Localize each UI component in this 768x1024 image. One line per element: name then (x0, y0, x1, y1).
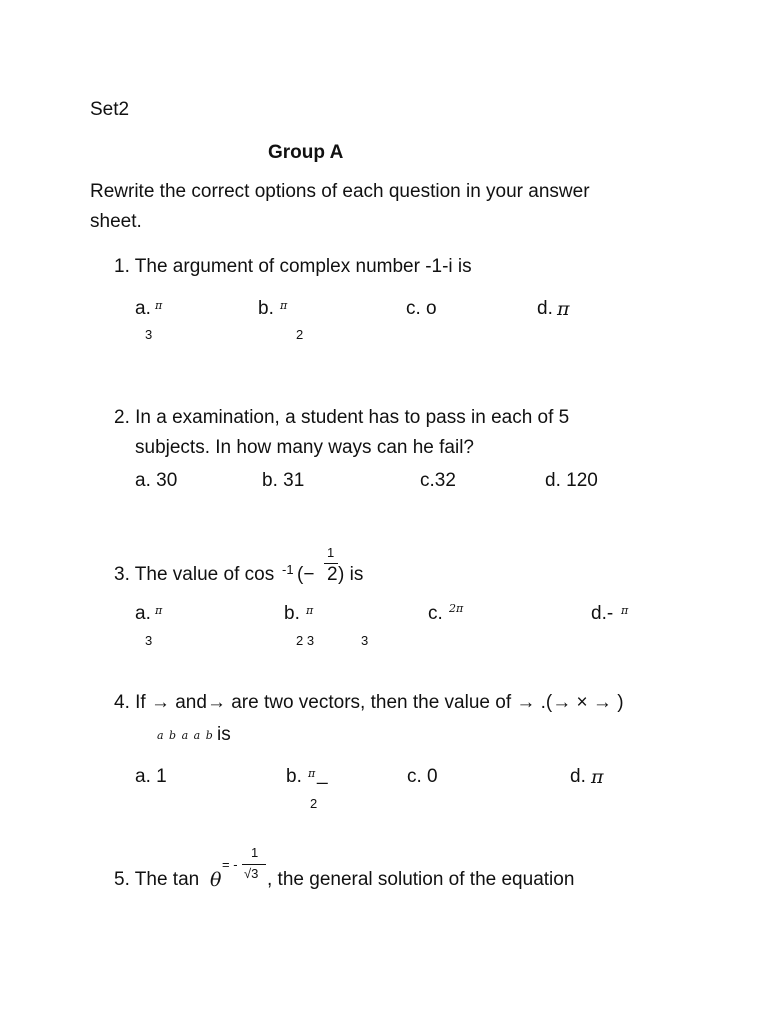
q3-option-a-numerator: π (155, 604, 163, 617)
question-3-prefix: 3. The value of cos (114, 564, 275, 585)
q3-option-c-prefix: c. (428, 603, 443, 624)
q1-option-d-value: π (557, 298, 570, 320)
question-1-text: 1. The argument of complex number -1-i is (114, 256, 472, 277)
q4-option-d-value: π (591, 766, 604, 788)
question-3-paren-open: (− (297, 564, 315, 585)
q3-option-c-numerator: 2π (449, 602, 464, 615)
q4-option-b-prefix: b. (286, 766, 302, 787)
q3-option-a-prefix: a. (135, 603, 151, 624)
question-5-theta: θ (210, 869, 222, 891)
set-label: Set2 (90, 99, 130, 120)
q4-option-b-denominator: 2 (310, 796, 318, 811)
q4-option-c: c. 0 (407, 766, 438, 787)
q1-option-a-numerator: π (155, 299, 163, 312)
q1-option-a-denominator: 3 (145, 327, 153, 342)
question-4-line-1: 4. If → and→ are two vectors, then the value of → .(→ × → ) (114, 692, 624, 713)
question-2-line-2: subjects. In how many ways can he fail? (135, 437, 475, 458)
instruction-line-2: sheet. (90, 211, 142, 232)
question-3-fraction-numerator: 1 (327, 545, 335, 560)
q1-option-b-numerator: π (280, 299, 288, 312)
q3-option-d-numerator: π (621, 604, 629, 617)
q1-option-a-prefix: a. (135, 298, 151, 319)
q3-option-b-prefix: b. (284, 603, 300, 624)
question-5-fraction-bar (242, 864, 266, 865)
q4-option-d-prefix: d. (570, 766, 586, 787)
q2-option-a: a. 30 (135, 470, 178, 491)
question-2-line-1: 2. In a examination, a student has to pass in each of 5 (114, 407, 570, 428)
q1-option-b-prefix: b. (258, 298, 274, 319)
q3-option-b-denominator: 2 3 (296, 633, 315, 648)
q3-option-c-denominator: 3 (361, 633, 369, 648)
question-5-prefix: 5. The tan (114, 869, 200, 890)
group-title: Group A (268, 142, 344, 163)
question-3-suffix: ) is (338, 564, 364, 585)
question-5-equals: = - (222, 857, 238, 872)
q1-option-c: c. o (406, 298, 437, 319)
q2-option-b: b. 31 (262, 470, 305, 491)
q4-option-b-numerator: π (308, 767, 316, 780)
question-5-fraction-numerator: 1 (251, 845, 259, 860)
q3-option-d-prefix: d.- (591, 603, 614, 624)
instruction-line-1: Rewrite the correct options of each question in your answer (90, 181, 590, 202)
q3-option-b-numerator: π (306, 604, 314, 617)
question-3-superscript: -1 (282, 562, 294, 577)
question-5-fraction-denominator: √3 (244, 866, 259, 881)
q4-option-b-dash: _ (317, 764, 328, 785)
q2-option-d: d. 120 (545, 470, 598, 491)
question-3-fraction-denominator: 2 (327, 564, 338, 585)
question-4-vector-variables: a b a a b (157, 729, 214, 742)
q4-option-a: a. 1 (135, 766, 167, 787)
q2-option-c: c.32 (420, 470, 456, 491)
question-5-suffix: , the general solution of the equation (267, 869, 575, 890)
q1-option-b-denominator: 2 (296, 327, 304, 342)
question-4-line-2-suffix: is (217, 724, 231, 745)
q3-option-a-denominator: 3 (145, 633, 153, 648)
q1-option-d-prefix: d. (537, 298, 553, 319)
